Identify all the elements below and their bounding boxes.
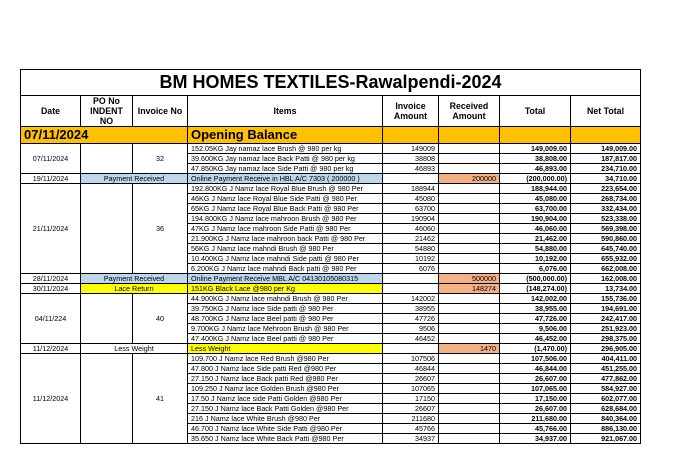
row-total: 211,680.00 bbox=[500, 414, 571, 424]
row-net-total: 840,364.00 bbox=[571, 414, 641, 424]
received-amount bbox=[439, 264, 500, 274]
ledger-body bbox=[21, 70, 641, 444]
header-row bbox=[21, 96, 641, 127]
row-net-total: 242,417.00 bbox=[571, 314, 641, 324]
row-net-total: 523,338.00 bbox=[571, 214, 641, 224]
received-amount bbox=[439, 254, 500, 264]
row-total: 46,452.00 bbox=[500, 334, 571, 344]
received-amount bbox=[439, 374, 500, 384]
invoice-amount: 17150 bbox=[383, 394, 439, 404]
received-amount bbox=[439, 234, 500, 244]
received-amount bbox=[439, 204, 500, 214]
entry-date: 30/11/2024 bbox=[21, 284, 81, 294]
received-amount bbox=[439, 184, 500, 194]
row-total: 142,002.00 bbox=[500, 294, 571, 304]
group-po bbox=[81, 144, 133, 174]
group-date: 21/11/2024 bbox=[21, 184, 81, 274]
table-row bbox=[21, 144, 641, 154]
received-amount bbox=[439, 414, 500, 424]
item-description: Online Payment Receive in HBL A/C 7303 ( 200000 ) bbox=[188, 174, 383, 184]
received-amount bbox=[439, 434, 500, 444]
row-total: 46,893.00 bbox=[500, 164, 571, 174]
invoice-amount: 188944 bbox=[383, 184, 439, 194]
item-description: 21.900KG J Namz lace mahroon back Patti @ 980 Per bbox=[188, 234, 383, 244]
entry-type-label: Lace Return bbox=[81, 284, 188, 294]
item-description: 151KG Black Lace @980 per Kg bbox=[188, 284, 383, 294]
received-amount bbox=[439, 244, 500, 254]
row-total: (200,000.00) bbox=[500, 174, 571, 184]
invoice-amount: 190904 bbox=[383, 214, 439, 224]
received-amount bbox=[439, 224, 500, 234]
row-total: 45,080.00 bbox=[500, 194, 571, 204]
row-net-total: 584,927.00 bbox=[571, 384, 641, 394]
table-row bbox=[21, 174, 641, 184]
item-description: 48.700KG J Namz lace Beel patti @ 980 Per bbox=[188, 314, 383, 324]
invoice-amount bbox=[383, 284, 439, 294]
item-description: 47.800 J Namz lace Side patti Red @980 Per bbox=[188, 364, 383, 374]
received-amount bbox=[439, 384, 500, 394]
group-po bbox=[81, 354, 133, 444]
received-amount bbox=[439, 294, 500, 304]
opening-blank-cell bbox=[571, 127, 641, 144]
received-amount bbox=[439, 404, 500, 414]
header-date: Date bbox=[21, 96, 81, 127]
group-date: 04/11/224 bbox=[21, 294, 81, 344]
invoice-amount: 211680 bbox=[383, 414, 439, 424]
row-total: 6,076.00 bbox=[500, 264, 571, 274]
row-net-total: 268,734.00 bbox=[571, 194, 641, 204]
header-invoice-amount: Invoice Amount bbox=[383, 96, 439, 127]
item-description: 152.05KG Jay namaz lace Brush @ 980 per kg bbox=[188, 144, 383, 154]
header-po: PO No INDENT NO bbox=[81, 96, 133, 127]
item-description: 9.700KG J Namz lace Mehroon Brush @ 980 Per bbox=[188, 324, 383, 334]
item-description: 39.600KG Jay namaz lace Back Patti @ 980 per kg bbox=[188, 154, 383, 164]
group-invoice-no: 32 bbox=[133, 144, 188, 174]
entry-type-label: Less Weight bbox=[81, 344, 188, 354]
invoice-amount: 38808 bbox=[383, 154, 439, 164]
group-invoice-no: 41 bbox=[133, 354, 188, 444]
row-total: (500,000.00) bbox=[500, 274, 571, 284]
invoice-amount: 46893 bbox=[383, 164, 439, 174]
row-total: 46,060.00 bbox=[500, 224, 571, 234]
invoice-amount: 107065 bbox=[383, 384, 439, 394]
received-amount bbox=[439, 164, 500, 174]
row-net-total: 34,710.00 bbox=[571, 174, 641, 184]
invoice-amount: 63700 bbox=[383, 204, 439, 214]
invoice-amount bbox=[383, 174, 439, 184]
opening-blank-cell bbox=[439, 127, 500, 144]
invoice-amount: 9506 bbox=[383, 324, 439, 334]
row-net-total: 569,398.00 bbox=[571, 224, 641, 234]
row-total: 46,844.00 bbox=[500, 364, 571, 374]
item-description: 65KG J Namz lace Royal Blue Back Patti @ 980 Per bbox=[188, 204, 383, 214]
row-net-total: 251,923.00 bbox=[571, 324, 641, 334]
row-net-total: 655,932.00 bbox=[571, 254, 641, 264]
row-total: (1,470.00) bbox=[500, 344, 571, 354]
received-amount: 1470 bbox=[439, 344, 500, 354]
invoice-amount: 45080 bbox=[383, 194, 439, 204]
table-row bbox=[21, 274, 641, 284]
row-total: 107,506.00 bbox=[500, 354, 571, 364]
row-total: 107,065.00 bbox=[500, 384, 571, 394]
item-description: 47.850KG Jay namaz lace Side Patti @ 980 per kg bbox=[188, 164, 383, 174]
row-net-total: 13,734.00 bbox=[571, 284, 641, 294]
entry-date: 28/11/2024 bbox=[21, 274, 81, 284]
invoice-amount: 45766 bbox=[383, 424, 439, 434]
item-description: 27.150 J Namz lace Back Patti Golden @980 Per bbox=[188, 404, 383, 414]
header-invoice: Invoice No bbox=[133, 96, 188, 127]
invoice-amount: 54880 bbox=[383, 244, 439, 254]
group-date: 11/12/2024 bbox=[21, 354, 81, 444]
group-invoice-no: 36 bbox=[133, 184, 188, 274]
row-total: 38,808.00 bbox=[500, 154, 571, 164]
row-total: 10,192.00 bbox=[500, 254, 571, 264]
item-description: 10.400KG J Namz lace mahndi Side patti @ 980 Per bbox=[188, 254, 383, 264]
invoice-amount: 46844 bbox=[383, 364, 439, 374]
received-amount bbox=[439, 354, 500, 364]
received-amount bbox=[439, 394, 500, 404]
received-amount bbox=[439, 304, 500, 314]
received-amount bbox=[439, 154, 500, 164]
invoice-amount: 21462 bbox=[383, 234, 439, 244]
item-description: 109.250 J Namz lace Golden Brush @980 Per bbox=[188, 384, 383, 394]
received-amount bbox=[439, 324, 500, 334]
received-amount bbox=[439, 334, 500, 344]
header-received-amount: Received Amount bbox=[439, 96, 500, 127]
item-description: 216 J Namz lace White Brush @980 Per bbox=[188, 414, 383, 424]
row-total: (148,274.00) bbox=[500, 284, 571, 294]
row-net-total: 296,905.00 bbox=[571, 344, 641, 354]
table-row bbox=[21, 184, 641, 194]
invoice-amount: 47726 bbox=[383, 314, 439, 324]
invoice-amount bbox=[383, 344, 439, 354]
entry-date: 11/12/2024 bbox=[21, 344, 81, 354]
row-net-total: 921,067.00 bbox=[571, 434, 641, 444]
invoice-amount: 26607 bbox=[383, 404, 439, 414]
row-total: 38,955.00 bbox=[500, 304, 571, 314]
row-net-total: 194,691.00 bbox=[571, 304, 641, 314]
row-net-total: 298,375.00 bbox=[571, 334, 641, 344]
title-row bbox=[21, 70, 641, 96]
item-description: Less Weight bbox=[188, 344, 383, 354]
group-po bbox=[81, 294, 133, 344]
item-description: 17.50 J Namz lace side Patti Golden @980 Per bbox=[188, 394, 383, 404]
group-date: 07/11/2024 bbox=[21, 144, 81, 174]
invoice-amount: 10192 bbox=[383, 254, 439, 264]
row-total: 26,607.00 bbox=[500, 404, 571, 414]
invoice-amount: 46452 bbox=[383, 334, 439, 344]
row-net-total: 149,009.00 bbox=[571, 144, 641, 154]
table-row bbox=[21, 284, 641, 294]
row-net-total: 477,862.00 bbox=[571, 374, 641, 384]
row-net-total: 332,434.00 bbox=[571, 204, 641, 214]
row-net-total: 223,654.00 bbox=[571, 184, 641, 194]
item-description: 46.700 J Namz lace White Side Patti @980 Per bbox=[188, 424, 383, 434]
item-description: 47KG J Namz lace mahroon Side Patti @ 980 Per bbox=[188, 224, 383, 234]
table-row bbox=[21, 354, 641, 364]
received-amount bbox=[439, 364, 500, 374]
row-net-total: 451,255.00 bbox=[571, 364, 641, 374]
row-total: 149,009.00 bbox=[500, 144, 571, 154]
received-amount: 148274 bbox=[439, 284, 500, 294]
header-items: Items bbox=[188, 96, 383, 127]
row-net-total: 590,860.00 bbox=[571, 234, 641, 244]
invoice-amount: 142002 bbox=[383, 294, 439, 304]
row-total: 45,766.00 bbox=[500, 424, 571, 434]
invoice-amount: 107506 bbox=[383, 354, 439, 364]
item-description: 192.800KG J Namz lace Royal Blue Brush @ 980 Per bbox=[188, 184, 383, 194]
row-net-total: 404,411.00 bbox=[571, 354, 641, 364]
row-total: 34,937.00 bbox=[500, 434, 571, 444]
item-description: 194.800KG J Namz lace mahroon Brush @ 980 Per bbox=[188, 214, 383, 224]
row-net-total: 886,130.00 bbox=[571, 424, 641, 434]
invoice-amount: 38955 bbox=[383, 304, 439, 314]
ledger-table bbox=[20, 69, 641, 444]
row-net-total: 602,077.00 bbox=[571, 394, 641, 404]
row-net-total: 628,684.00 bbox=[571, 404, 641, 414]
invoice-amount: 26607 bbox=[383, 374, 439, 384]
row-net-total: 162,008.00 bbox=[571, 274, 641, 284]
invoice-amount: 6076 bbox=[383, 264, 439, 274]
opening-blank-cell bbox=[500, 127, 571, 144]
item-description: 44.900KG J Namz lace mahndi Brush @ 980 Per bbox=[188, 294, 383, 304]
row-net-total: 234,710.00 bbox=[571, 164, 641, 174]
received-amount bbox=[439, 314, 500, 324]
invoice-amount: 46060 bbox=[383, 224, 439, 234]
table-row bbox=[21, 344, 641, 354]
received-amount bbox=[439, 214, 500, 224]
row-total: 26,607.00 bbox=[500, 374, 571, 384]
sheet-title: BM HOMES TEXTILES-Rawalpendi-2024 bbox=[21, 70, 641, 96]
entry-type-label: Payment Received bbox=[81, 274, 188, 284]
row-total: 63,700.00 bbox=[500, 204, 571, 214]
row-total: 190,904.00 bbox=[500, 214, 571, 224]
item-description: 39.750KG J Namz lace Side patti @ 980 Per bbox=[188, 304, 383, 314]
header-net-total: Net Total bbox=[571, 96, 641, 127]
row-total: 9,506.00 bbox=[500, 324, 571, 334]
entry-type-label: Payment Received bbox=[81, 174, 188, 184]
entry-date: 19/11/2024 bbox=[21, 174, 81, 184]
group-invoice-no: 40 bbox=[133, 294, 188, 344]
item-description: 109.700 J Namz lace Red Brush @980 Per bbox=[188, 354, 383, 364]
item-description: 47.400KG J Namz lace Beel patti @ 980 Per bbox=[188, 334, 383, 344]
row-total: 47,726.00 bbox=[500, 314, 571, 324]
row-net-total: 645,740.00 bbox=[571, 244, 641, 254]
opening-blank-cell bbox=[383, 127, 439, 144]
opening-label: Opening Balance bbox=[188, 127, 383, 144]
received-amount bbox=[439, 144, 500, 154]
header-total: Total bbox=[500, 96, 571, 127]
received-amount: 500000 bbox=[439, 274, 500, 284]
invoice-amount bbox=[383, 274, 439, 284]
item-description: Online Payment Receive MBL A/C 04130105080315 bbox=[188, 274, 383, 284]
row-net-total: 155,736.00 bbox=[571, 294, 641, 304]
item-description: 46KG J Namz lace Royal Blue Side Patti @ 980 Per bbox=[188, 194, 383, 204]
row-net-total: 662,008.00 bbox=[571, 264, 641, 274]
row-total: 188,944.00 bbox=[500, 184, 571, 194]
received-amount bbox=[439, 194, 500, 204]
row-total: 54,880.00 bbox=[500, 244, 571, 254]
opening-date: 07/11/2024 bbox=[21, 127, 188, 144]
invoice-amount: 34937 bbox=[383, 434, 439, 444]
item-description: 6.200KG J Namz lace mahndi Back patti @ 980 Per bbox=[188, 264, 383, 274]
table-row bbox=[21, 294, 641, 304]
invoice-amount: 149009 bbox=[383, 144, 439, 154]
item-description: 27.150 J Namz lace Back patti Red @980 Per bbox=[188, 374, 383, 384]
row-net-total: 187,817.00 bbox=[571, 154, 641, 164]
row-total: 17,150.00 bbox=[500, 394, 571, 404]
received-amount: 200000 bbox=[439, 174, 500, 184]
item-description: 35.650 J Namz lace White Back Patti @980 Per bbox=[188, 434, 383, 444]
received-amount bbox=[439, 424, 500, 434]
group-po bbox=[81, 184, 133, 274]
row-total: 21,462.00 bbox=[500, 234, 571, 244]
item-description: 56KG J Namz lace mahndi Brush @ 980 Per bbox=[188, 244, 383, 254]
opening-balance-row bbox=[21, 127, 641, 144]
